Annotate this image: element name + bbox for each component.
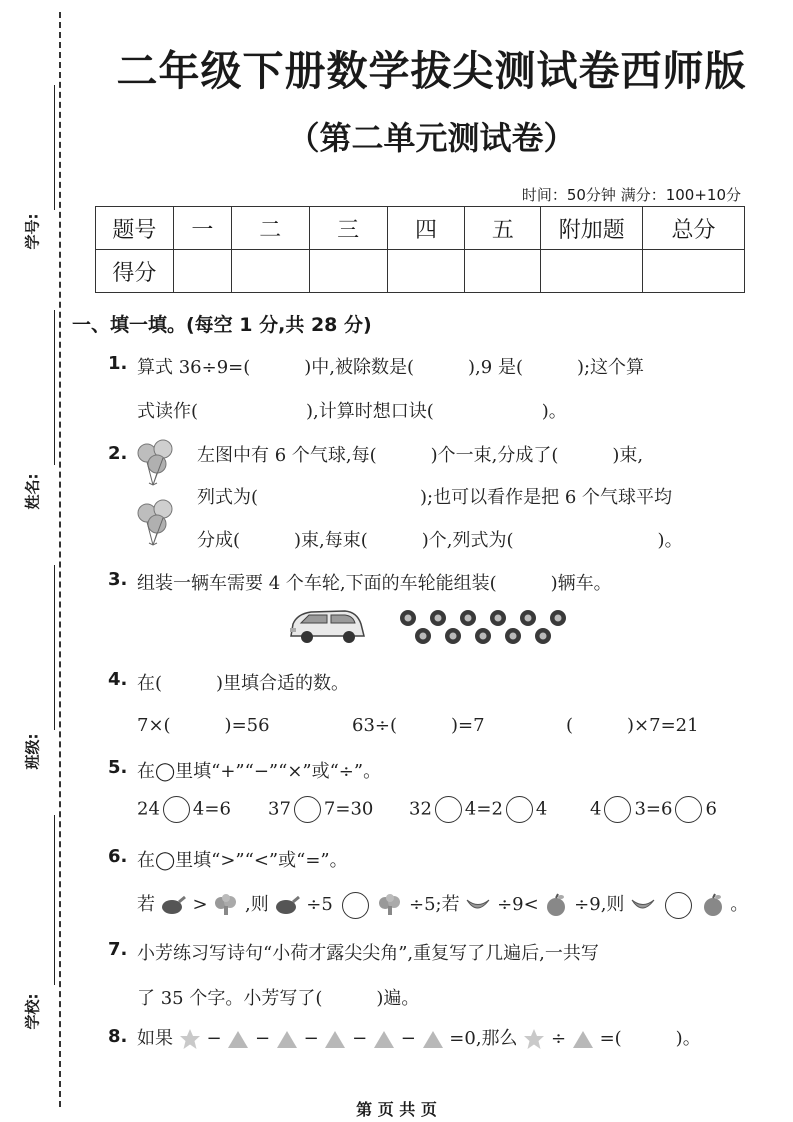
answer-circle[interactable] [163, 796, 190, 823]
answer-circle[interactable] [604, 796, 631, 823]
question-number: 3. [108, 569, 128, 590]
binding-label: 学校: [23, 993, 42, 1030]
wheel-icon [490, 610, 506, 626]
broccoli-icon [377, 894, 403, 916]
balloon-bunch-icon [133, 437, 179, 495]
answer-circle[interactable] [665, 892, 692, 919]
score-table-header-cell: 五 [465, 207, 541, 250]
wheel-icon [430, 610, 446, 626]
q7-line1: 小芳练习写诗句“小荷才露尖尖角”,重复写了几遍后,一共写 [137, 943, 599, 964]
q6-text: 若 [137, 894, 155, 915]
page-title: 二年级下册数学拔尖测试卷西师版 [116, 47, 747, 95]
q5-item [268, 796, 373, 823]
wheel-icon [505, 628, 521, 644]
binding-blank-line[interactable] [54, 85, 55, 210]
star-icon [523, 1028, 545, 1050]
q5-operand: 6 [705, 798, 717, 820]
star-icon [179, 1028, 201, 1050]
wheel-icon [475, 628, 491, 644]
wheel-icon [460, 610, 476, 626]
q5-operand: 4=6 [192, 798, 231, 820]
score-table [95, 206, 745, 293]
binding-label: 姓名: [23, 473, 42, 510]
q8-text: − [255, 1028, 271, 1049]
q6-line1: 在◯里填“>”“<”或“=”。 [137, 850, 348, 871]
page-footer: 第 页 共 页 [356, 1100, 437, 1119]
q8-text: − [352, 1028, 368, 1049]
binding-field-name [18, 310, 48, 525]
q2-line1: 左图中有 6 个气球,每( )个一束,分成了( )束, [197, 445, 644, 466]
score-table-header-cell: 总分 [643, 207, 745, 250]
q6-text: ,则 [245, 894, 269, 915]
q6-text: ÷5;若 [408, 894, 460, 915]
question-number: 7. [108, 939, 128, 960]
q6-text: ÷9,则 [574, 894, 625, 915]
binding-field-student-id [18, 85, 48, 285]
answer-circle[interactable] [435, 796, 462, 823]
q5-operand: 32 [409, 798, 432, 820]
question-number: 2. [108, 443, 128, 464]
triangle-icon [422, 1029, 444, 1049]
question-number: 1. [108, 353, 128, 374]
q3-line1: 组装一辆车需要 4 个车轮,下面的车轮能组装( )辆车。 [137, 573, 612, 594]
binding-margin [0, 0, 70, 1122]
q7-line2: 了 35 个字。小芳写了( )遍。 [137, 988, 420, 1009]
q6-text: > [192, 894, 208, 915]
score-cell[interactable] [465, 250, 541, 293]
q8-text: − [206, 1028, 222, 1049]
eggplant-icon [275, 894, 301, 916]
q2-line3: 分成( )束,每束( )个,列式为( )。 [197, 530, 683, 551]
triangle-icon [373, 1029, 395, 1049]
broccoli-icon [213, 894, 239, 916]
answer-circle[interactable] [342, 892, 369, 919]
q5-operand: 7=30 [323, 798, 374, 820]
q6-text: 。 [730, 894, 749, 915]
triangle-icon [324, 1029, 346, 1049]
q8-text: ÷ [551, 1028, 567, 1049]
q8-text: − [400, 1028, 416, 1049]
q5-operand: 4 [535, 798, 548, 820]
answer-circle[interactable] [506, 796, 533, 823]
wheel-icon [550, 610, 566, 626]
binding-blank-line[interactable] [54, 565, 55, 730]
q5-operand: 3=6 [634, 798, 673, 820]
q4-line1: 在( )里填合适的数。 [137, 673, 350, 694]
answer-circle[interactable] [294, 796, 321, 823]
question-number: 8. [108, 1026, 128, 1047]
score-cell[interactable] [541, 250, 643, 293]
q8-text: 如果 [137, 1028, 173, 1049]
q5-item [590, 796, 717, 823]
apple-icon [544, 893, 568, 917]
triangle-icon [227, 1029, 249, 1049]
score-cell[interactable] [387, 250, 465, 293]
score-row-label: 得分 [96, 250, 174, 293]
score-cell[interactable] [643, 250, 745, 293]
q5-line1: 在◯里填“+”“−”“×”或“÷”。 [137, 761, 382, 782]
q4-item: 7×( )=56 [137, 715, 270, 736]
wheels-group [398, 608, 588, 648]
triangle-icon [572, 1029, 594, 1049]
q8-text: =( )。 [599, 1028, 701, 1049]
question-number: 6. [108, 846, 128, 867]
wheel-icon [415, 628, 431, 644]
wheel-icon [535, 628, 551, 644]
q6-line2 [137, 890, 748, 919]
binding-blank-line[interactable] [54, 815, 55, 985]
score-table-header-cell: 三 [309, 207, 387, 250]
question-number: 4. [108, 669, 128, 690]
banana-icon [630, 894, 656, 916]
q8-text: − [303, 1028, 319, 1049]
q6-text: ÷5 [306, 894, 333, 915]
q5-item [409, 796, 547, 823]
wheel-icon [445, 628, 461, 644]
page-subtitle: （第二单元测试卷） [287, 119, 576, 157]
q2-line2: 列式为( );也可以看作是把 6 个气球平均 [197, 487, 673, 508]
score-table-header-cell: 二 [231, 207, 309, 250]
apple-icon [701, 893, 725, 917]
q4-item: ( )×7=21 [566, 715, 699, 736]
time-score-info: 时间：50分钟 满分：100+10分 [521, 186, 741, 204]
q8-line [137, 1024, 701, 1050]
balloon-bunch-icon [133, 497, 179, 555]
q4-item: 63÷( )=7 [352, 715, 485, 736]
q8-text: =0,那么 [449, 1028, 518, 1049]
banana-icon [465, 894, 491, 916]
binding-field-school [18, 815, 48, 1045]
q5-operand: 4=2 [464, 798, 503, 820]
score-cell[interactable] [231, 250, 309, 293]
triangle-icon [276, 1029, 298, 1049]
binding-label: 班级: [23, 733, 42, 770]
score-table-score-row [96, 250, 745, 293]
binding-label: 学号: [23, 213, 42, 250]
score-table-header-cell: 附加题 [541, 207, 643, 250]
q5-operand: 37 [268, 798, 291, 820]
score-table-header-row [96, 207, 745, 250]
eggplant-icon [161, 894, 187, 916]
score-table-header-cell: 题号 [96, 207, 174, 250]
dashed-cut-line [59, 12, 61, 1107]
q5-operand: 4 [590, 798, 602, 820]
car-icon [287, 606, 367, 648]
binding-field-class [18, 565, 48, 780]
q5-operand: 24 [137, 798, 160, 820]
score-cell[interactable] [173, 250, 231, 293]
q1-line1: 算式 36÷9=( )中,被除数是( ),9 是( );这个算 [137, 357, 645, 378]
score-table-header-cell: 四 [387, 207, 465, 250]
score-table-header-cell: 一 [173, 207, 231, 250]
question-number: 5. [108, 757, 128, 778]
score-cell[interactable] [309, 250, 387, 293]
wheel-icon [400, 610, 416, 626]
wheel-icon [520, 610, 536, 626]
binding-blank-line[interactable] [54, 310, 55, 465]
section-title: 一、填一填。(每空 1 分,共 28 分) [72, 314, 372, 336]
q5-item [137, 796, 231, 823]
answer-circle[interactable] [675, 796, 702, 823]
q1-line2: 式读作( ),计算时想口诀( )。 [137, 401, 567, 422]
q6-text: ÷9< [497, 894, 539, 915]
